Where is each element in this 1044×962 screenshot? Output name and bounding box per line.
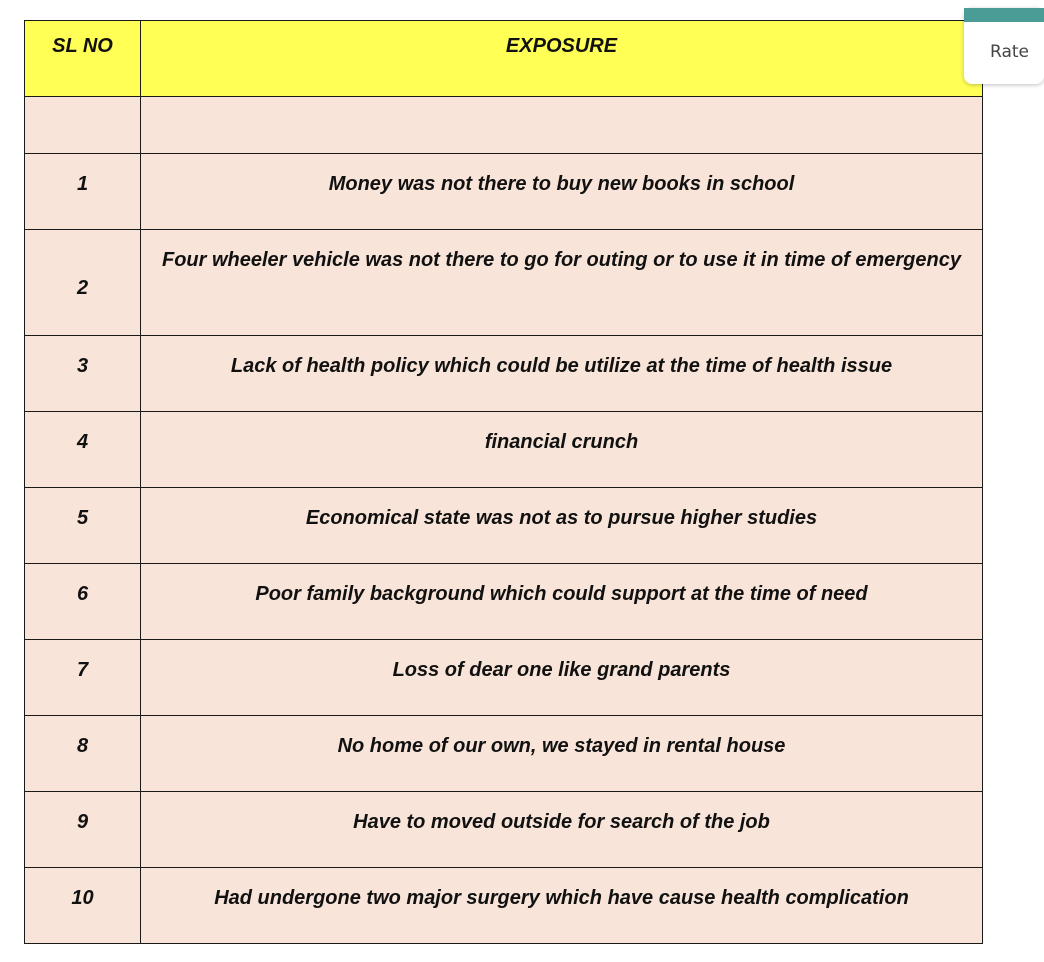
sl-cell: 1 [25, 154, 141, 230]
exposure-cell: Four wheeler vehicle was not there to go for outing or to use it in time of emergency [141, 230, 983, 336]
sl-cell: 7 [25, 640, 141, 716]
table-row [25, 488, 983, 564]
sl-cell: 3 [25, 336, 141, 412]
sl-cell: 6 [25, 564, 141, 640]
table-row [25, 336, 983, 412]
exposure-cell: financial crunch [141, 412, 983, 488]
exposure-table [24, 20, 983, 944]
exposure-cell: Have to moved outside for search of the job [141, 792, 983, 868]
rate-widget[interactable] [964, 8, 1044, 84]
sl-cell: 8 [25, 716, 141, 792]
exposure-cell: Money was not there to buy new books in school [141, 154, 983, 230]
sl-cell: 10 [25, 868, 141, 944]
exposure-cell: No home of our own, we stayed in rental house [141, 716, 983, 792]
table-row [25, 716, 983, 792]
table-row [25, 792, 983, 868]
exposure-cell [141, 97, 983, 154]
exposure-cell: Loss of dear one like grand parents [141, 640, 983, 716]
rate-label[interactable]: Rate [990, 42, 1029, 62]
table-row [25, 97, 983, 154]
table-header-row [25, 21, 983, 97]
table-row [25, 564, 983, 640]
table-row [25, 154, 983, 230]
sl-cell: 4 [25, 412, 141, 488]
sl-cell: 5 [25, 488, 141, 564]
sl-cell [25, 97, 141, 154]
exposure-cell: Had undergone two major surgery which have cause health complication [141, 868, 983, 944]
rate-widget-accent-bar [964, 8, 1044, 22]
table-row [25, 230, 983, 336]
header-exposure: EXPOSURE [141, 21, 983, 97]
table-row [25, 412, 983, 488]
sl-cell: 2 [25, 230, 141, 336]
exposure-cell: Poor family background which could support at the time of need [141, 564, 983, 640]
exposure-cell: Lack of health policy which could be utilize at the time of health issue [141, 336, 983, 412]
table-row [25, 868, 983, 944]
table-row [25, 640, 983, 716]
exposure-cell: Economical state was not as to pursue higher studies [141, 488, 983, 564]
sl-cell: 9 [25, 792, 141, 868]
header-sl-no: SL NO [25, 21, 141, 97]
